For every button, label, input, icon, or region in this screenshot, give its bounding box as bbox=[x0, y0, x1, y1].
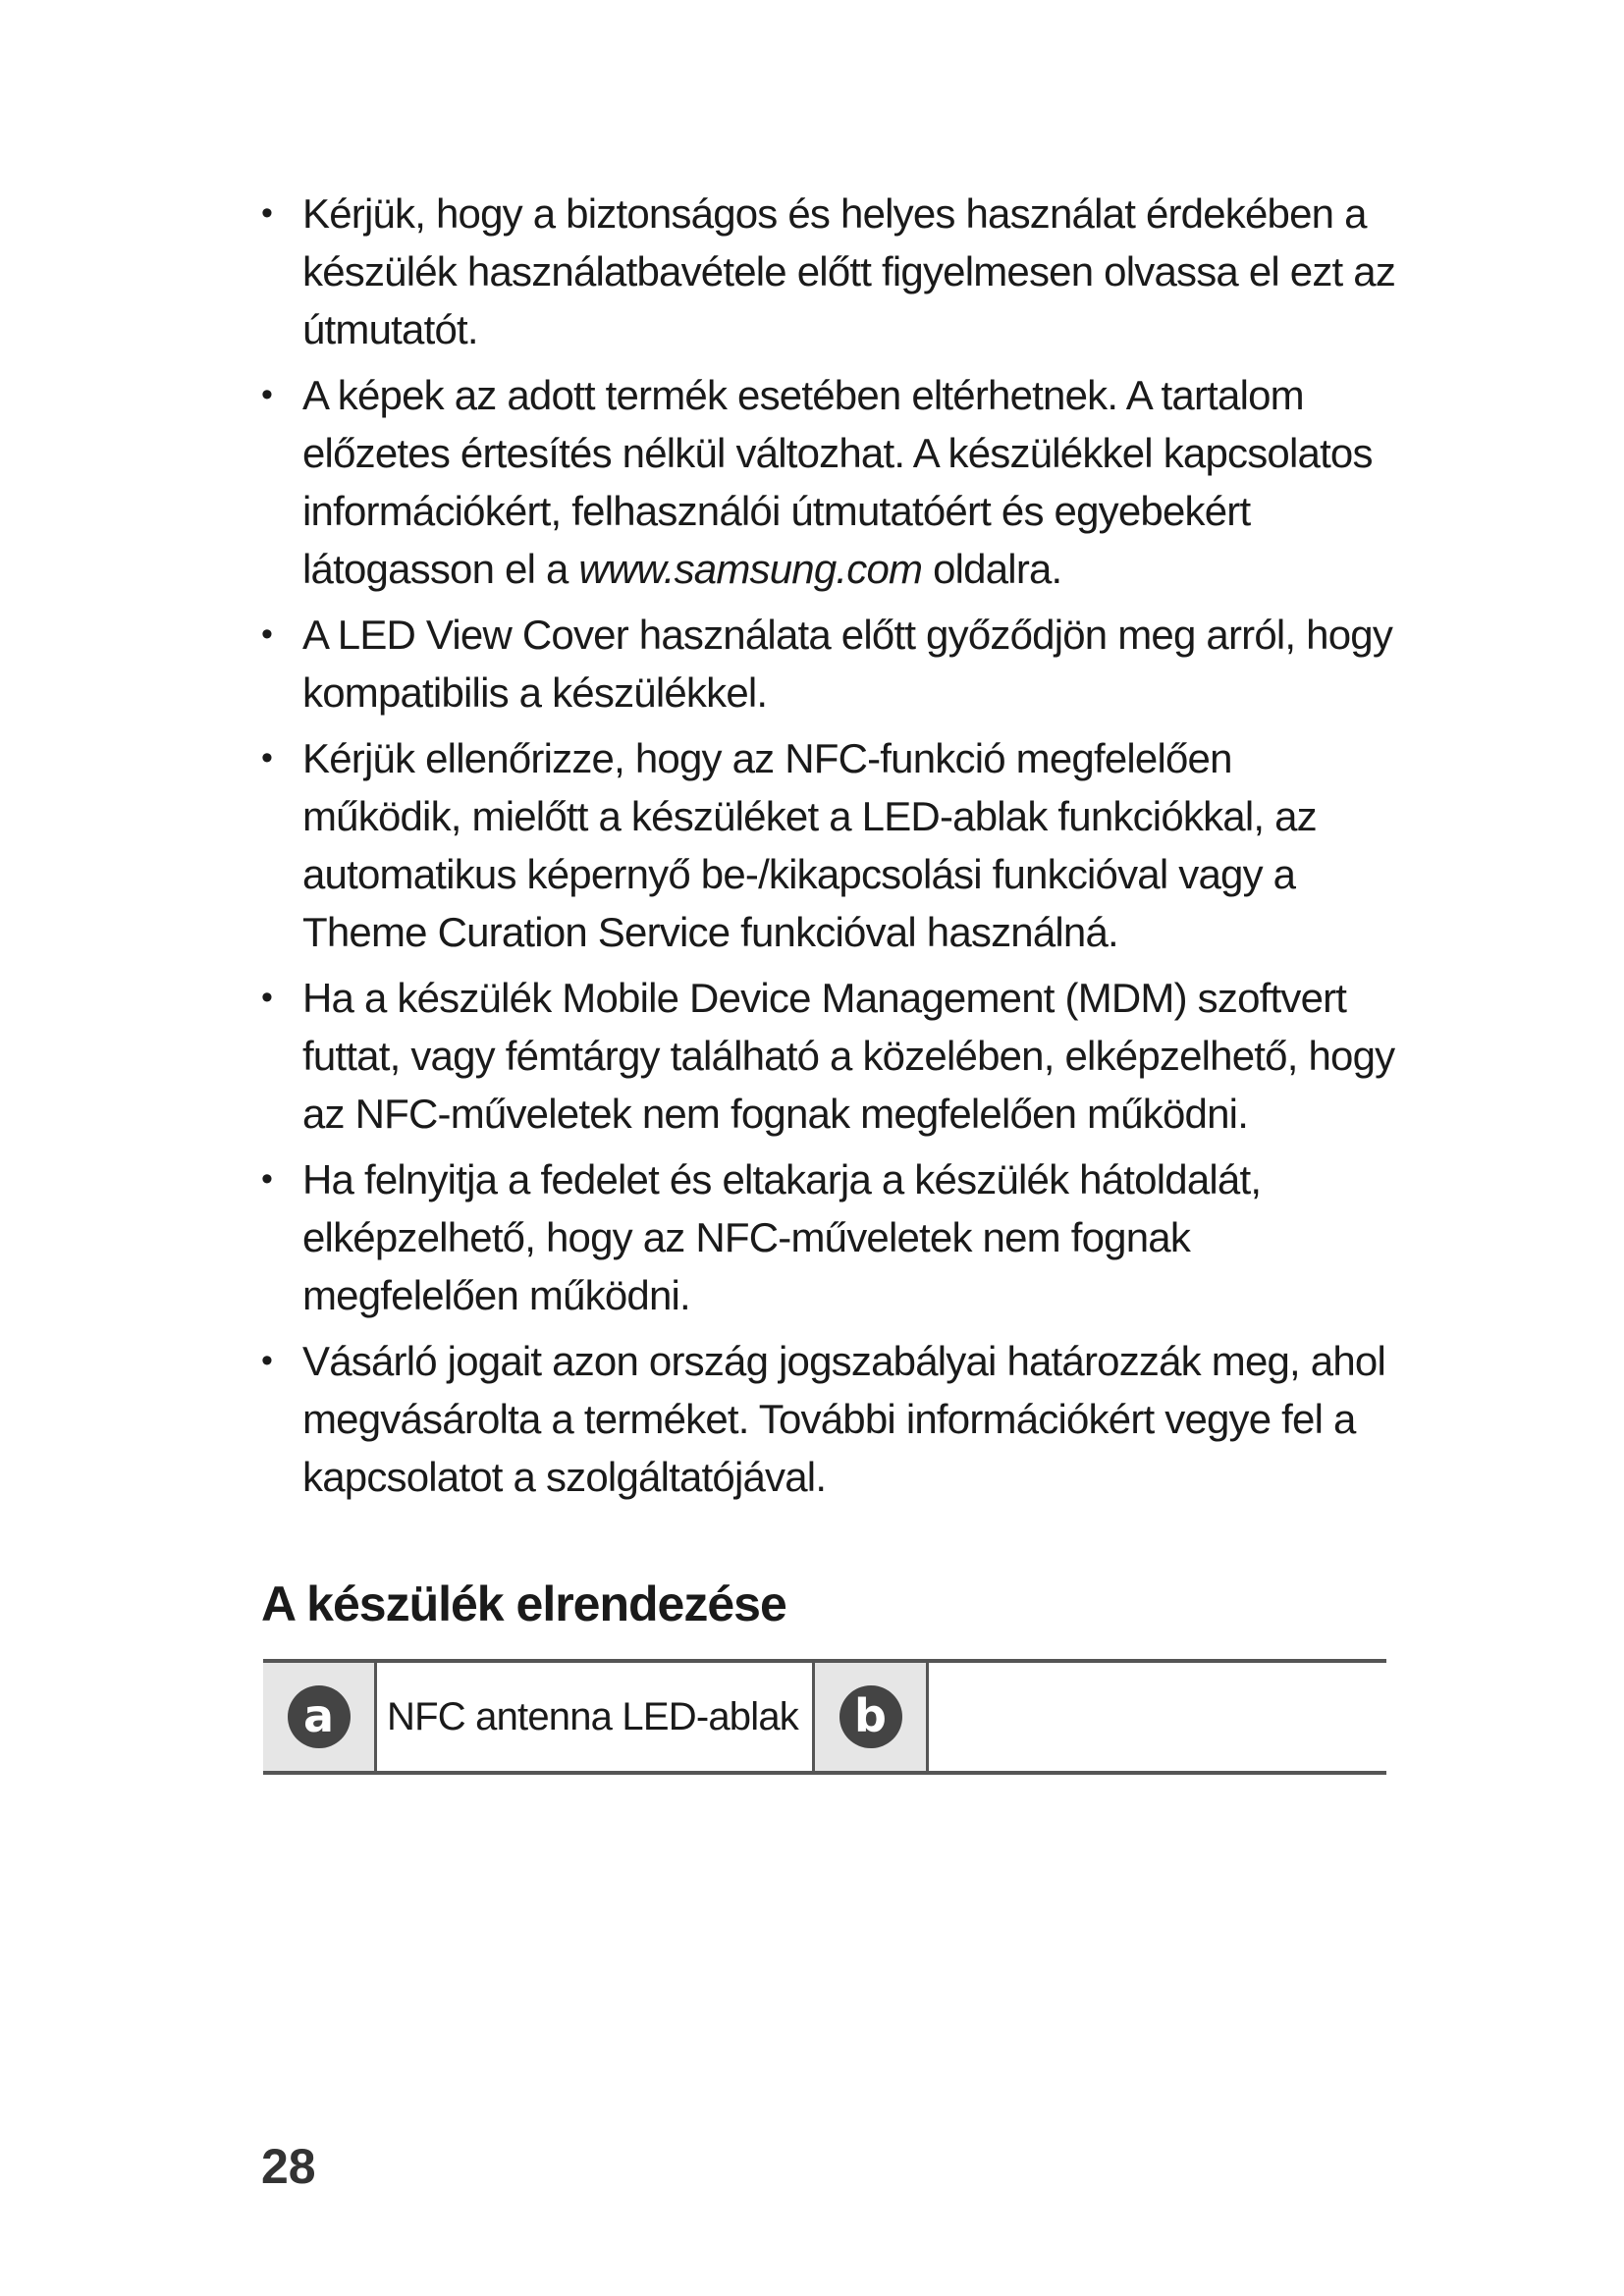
badge-cell-b bbox=[815, 1663, 929, 1771]
bullet-item bbox=[257, 606, 1396, 721]
bullet-item bbox=[257, 729, 1396, 961]
bullet-text: Ha a készülék Mobile Device Management (MDM) szoftvert futtat, vagy fémtárgy található a közelében, elképzelhető, hogy az NFC-műveletek nem fognak megfelelően működni. bbox=[302, 975, 1395, 1137]
bullet-text: Vásárló jogait azon ország jogszabályai határozzák meg, ahol megvásárolta a terméket. További információkért vegye fel a kapcsolatot a szolgáltatójával. bbox=[302, 1338, 1386, 1500]
bullet-item bbox=[257, 969, 1396, 1143]
website-suffix: oldalra. bbox=[933, 546, 1062, 592]
bullet-text: Kérjük, hogy a biztonságos és helyes használat érdekében a készülék használatbavétele előtt figyelmesen olvassa el ezt az útmutatót. bbox=[302, 190, 1396, 352]
bullet-dot: • bbox=[261, 1342, 273, 1379]
bullet-item bbox=[257, 366, 1396, 598]
label-cell-b bbox=[929, 1663, 1386, 1771]
bullet-text: A LED View Cover használata előtt győződjön meg arról, hogy kompatibilis a készülékkel. bbox=[302, 612, 1393, 716]
bullet-dot: • bbox=[261, 376, 273, 413]
bullet-dot: • bbox=[261, 615, 273, 653]
bullet-text: A képek az adott termék esetében eltérhetnek. A tartalom előzetes értesítés nélkül változhat. A készülékkel kapcsolatos információkért, felhasználói útmutatóért és egyebekért látogasson el a bbox=[302, 372, 1373, 592]
section-heading: A készülék elrendezése bbox=[261, 1576, 786, 1631]
device-layout-table bbox=[263, 1659, 1386, 1775]
badge-cell-a bbox=[263, 1663, 377, 1771]
bullet-dot: • bbox=[261, 979, 273, 1016]
bullet-dot: • bbox=[261, 1160, 273, 1198]
page-number: 28 bbox=[261, 2139, 316, 2194]
bullet-item bbox=[257, 185, 1396, 358]
website-link[interactable]: www.samsung.com bbox=[578, 546, 923, 592]
bullet-item bbox=[257, 1332, 1396, 1506]
bullet-item bbox=[257, 1150, 1396, 1324]
bullet-dot: • bbox=[261, 739, 273, 776]
bullet-text: Ha felnyitja a fedelet és eltakarja a készülék hátoldalát, elképzelhető, hogy az NFC-műveletek nem fognak megfelelően működni. bbox=[302, 1156, 1262, 1318]
label-cell-a: NFC antenna LED-ablak bbox=[377, 1663, 815, 1771]
bullet-text: Kérjük ellenőrizze, hogy az NFC-funkció megfelelően működik, mielőtt a készüléket a LED-ablak funkciókkal, az automatikus képernyő be-/kikapcsolási funkcióval vagy a Theme Curation Service funkcióval használná. bbox=[302, 735, 1317, 955]
callout-badge-b: b bbox=[839, 1685, 902, 1748]
bullet-dot: • bbox=[261, 194, 273, 232]
callout-badge-a: a bbox=[288, 1685, 351, 1748]
notice-bullet-list bbox=[257, 185, 1396, 1514]
